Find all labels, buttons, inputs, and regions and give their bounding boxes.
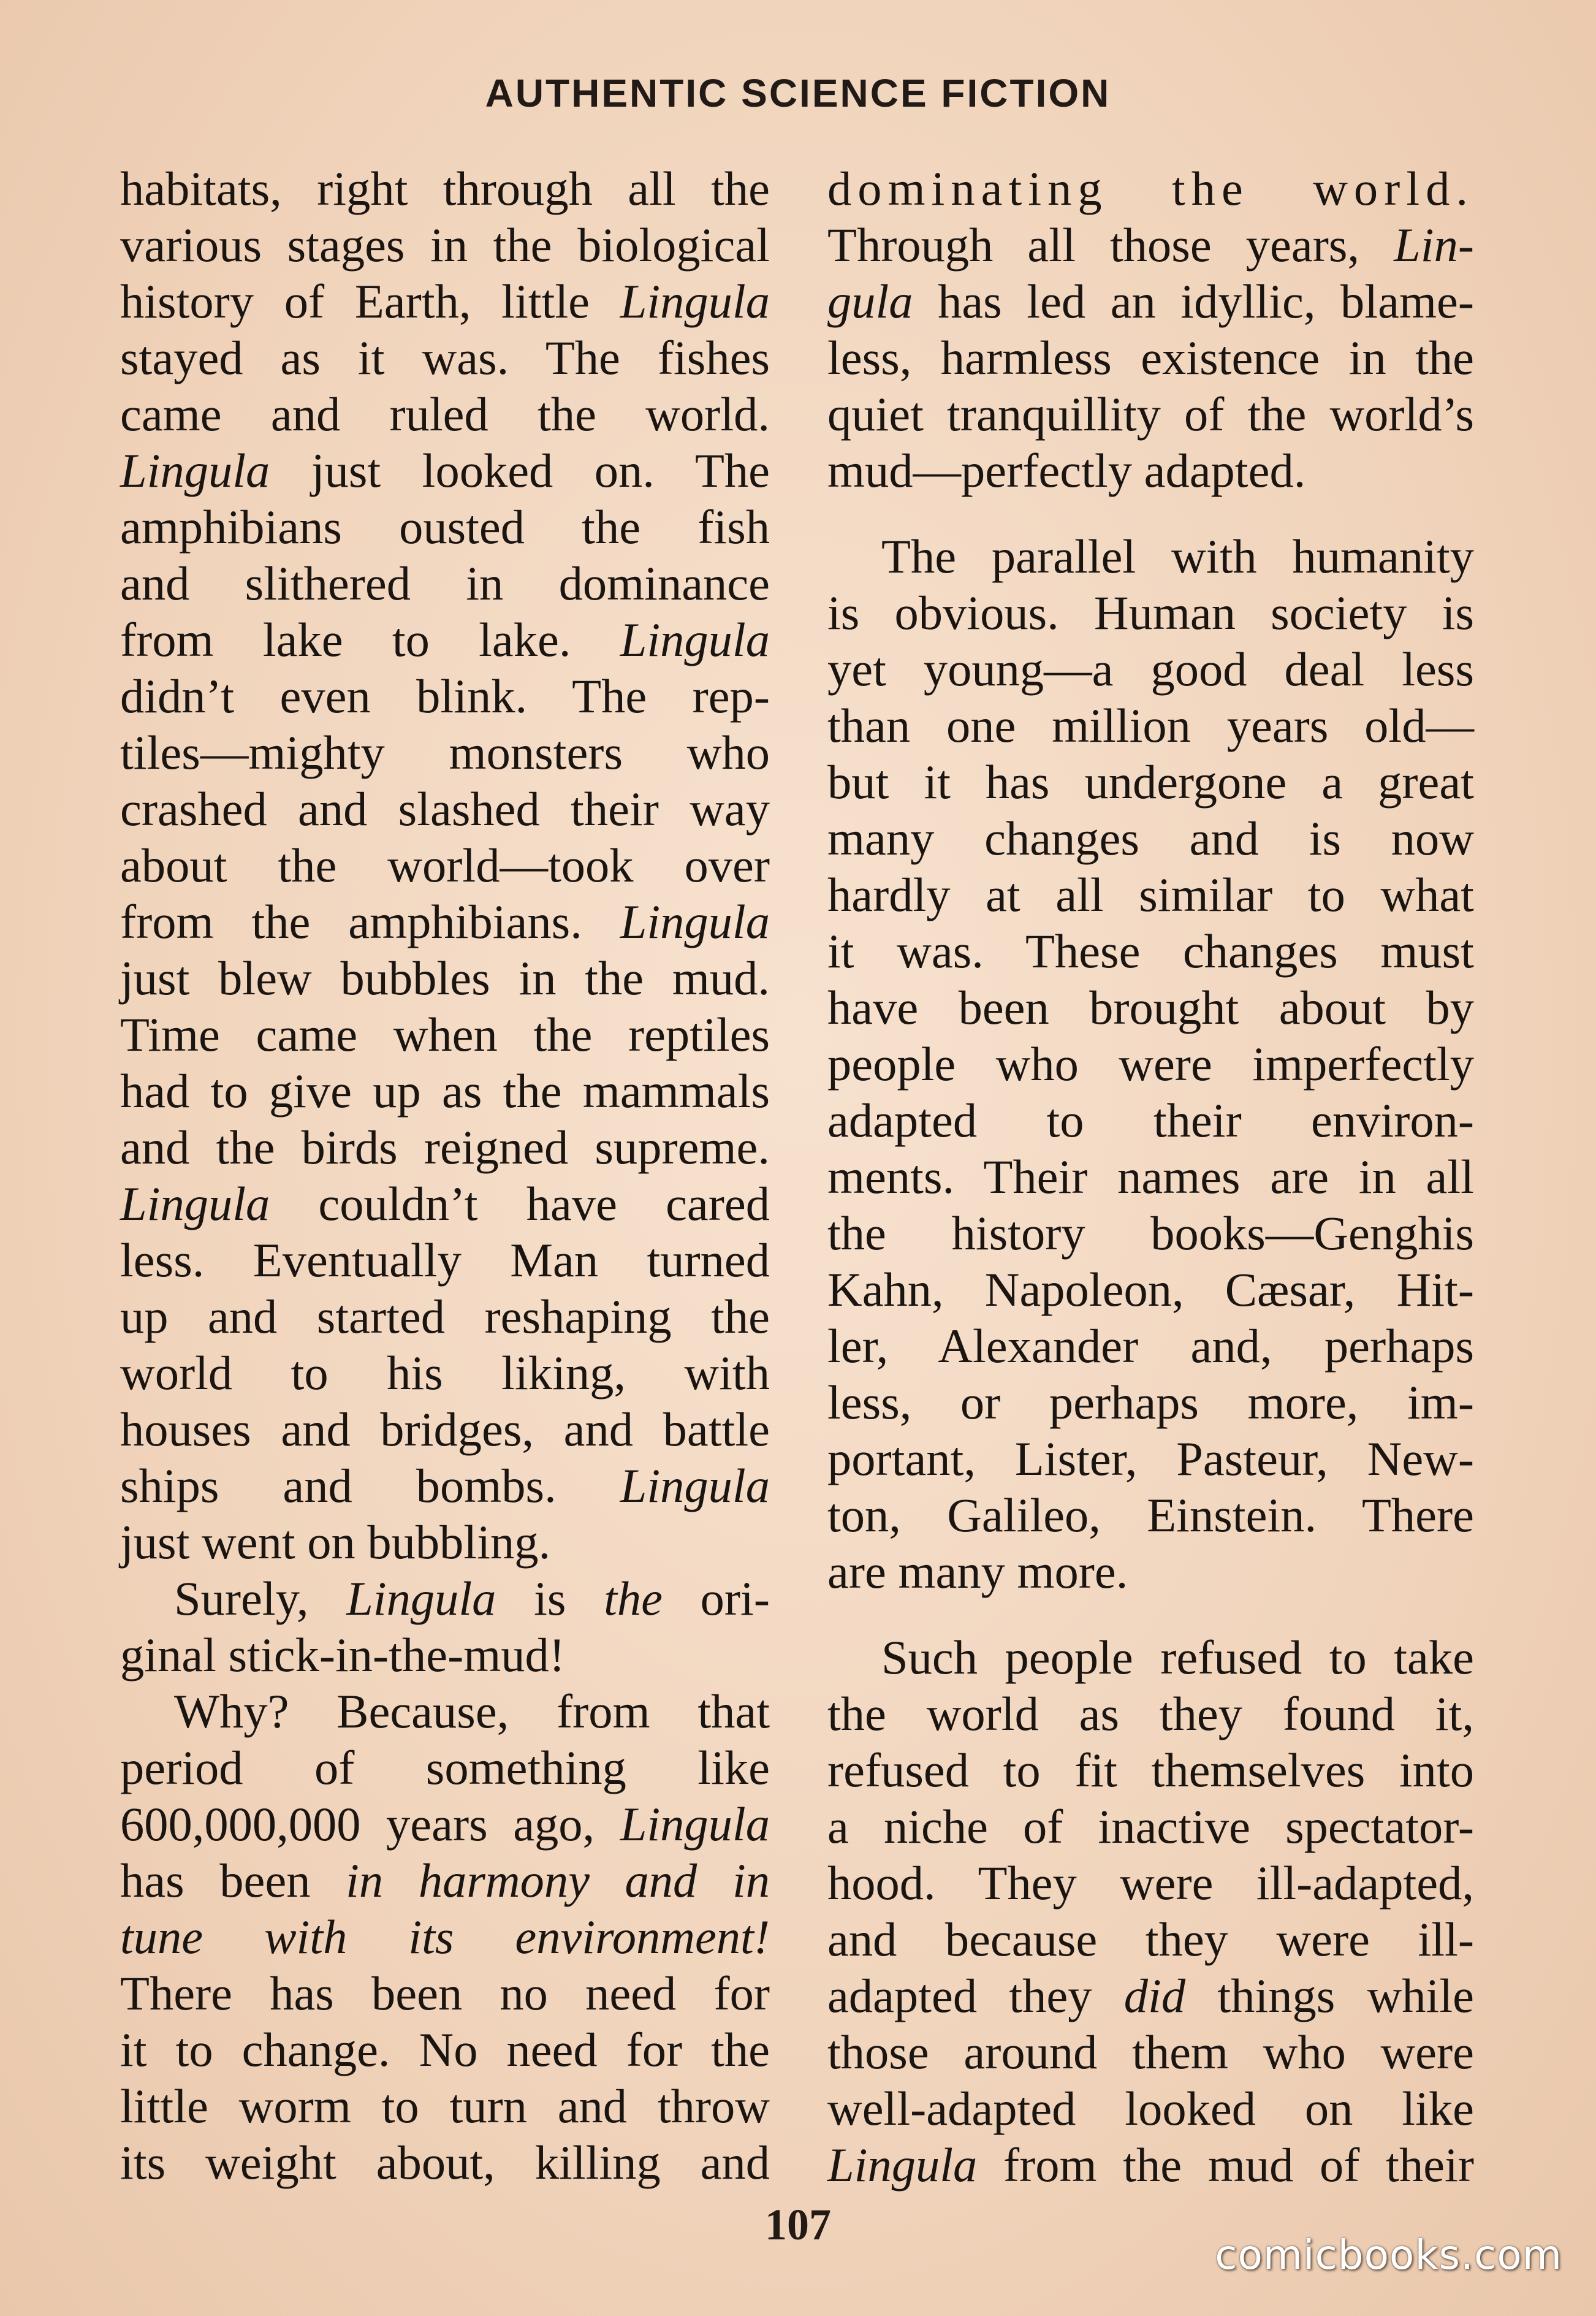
text-line: came and ruled the world.	[120, 387, 770, 441]
right-paragraph-2	[827, 528, 1474, 1600]
text-line: just went on bubbling.	[120, 1515, 551, 1569]
text-line: habitats, right through all the	[120, 162, 770, 215]
text-line: Lingula just looked on. The	[120, 444, 770, 497]
text-line: dominating the world.	[827, 162, 1474, 215]
text-line: crashed and slashed their way	[120, 782, 770, 836]
text-line: quiet tranquillity of the world’s	[827, 387, 1474, 441]
text-line: well-adapted looked on like	[827, 2082, 1474, 2135]
text-line: tiles—mighty monsters who	[120, 726, 770, 779]
text-line: ginal stick-in-the-mud!	[120, 1628, 565, 1682]
right-paragraph-3	[827, 1629, 1474, 2193]
text-line: The parallel with humanity	[881, 530, 1474, 583]
text-line: and the birds reigned supreme.	[120, 1121, 770, 1174]
text-line: from the amphibians. Lingula	[120, 895, 770, 948]
text-line: those around them who were	[827, 2025, 1474, 2079]
text-line: amphibians ousted the fish	[120, 500, 770, 554]
text-line: the world as they found it,	[827, 1687, 1474, 1740]
text-line: Surely, Lingula is the ori-	[174, 1572, 770, 1625]
text-line: it was. These changes must	[827, 924, 1474, 978]
right-paragraph-1	[827, 161, 1474, 499]
right-column	[827, 161, 1474, 2193]
text-line: Why? Because, from that	[174, 1685, 770, 1738]
text-line: hood. They were ill-adapted,	[827, 1856, 1474, 1910]
text-line: refused to fit themselves into	[827, 1743, 1474, 1797]
text-line: ships and bombs. Lingula	[120, 1459, 770, 1512]
text-line: than one million years old—	[827, 699, 1474, 752]
running-head: AUTHENTIC SCIENCE FICTION	[485, 71, 1111, 115]
text-line: and because they were ill-	[827, 1913, 1474, 1966]
text-line: Lingula couldn’t have cared	[120, 1177, 770, 1230]
left-column	[120, 161, 770, 2191]
text-line: Kahn, Napoleon, Cæsar, Hit-	[827, 1263, 1474, 1316]
text-line: world to his liking, with	[120, 1346, 770, 1400]
text-line: portant, Lister, Pasteur, New-	[827, 1432, 1474, 1485]
text-line: hardly at all similar to what	[827, 868, 1474, 921]
text-line: less. Eventually Man turned	[120, 1233, 770, 1287]
text-line: less, harmless existence in the	[827, 331, 1474, 384]
left-paragraph-3	[120, 1683, 770, 2191]
text-line: didn’t even blink. The rep-	[120, 669, 770, 723]
text-line: a niche of inactive spectator-	[827, 1800, 1474, 1853]
text-line: ler, Alexander and, perhaps	[827, 1319, 1474, 1373]
text-line: but it has undergone a great	[827, 755, 1474, 809]
text-line: has been in harmony and in	[120, 1854, 770, 1907]
text-line: up and started reshaping the	[120, 1290, 770, 1343]
text-line: adapted they did things while	[827, 1969, 1474, 2022]
text-line: period of something like	[120, 1741, 770, 1794]
left-paragraph-1	[120, 161, 770, 1571]
text-line: Lingula from the mud of their	[827, 2138, 1474, 2192]
text-line: many changes and is now	[827, 812, 1474, 865]
left-paragraph-2	[120, 1571, 770, 1683]
text-line: from lake to lake. Lingula	[120, 613, 770, 666]
text-line: ments. Their names are in all	[827, 1150, 1474, 1203]
text-line: tune with its environment!	[120, 1910, 770, 1964]
text-line: gula has led an idyllic, blame-	[827, 275, 1474, 328]
text-line: history of Earth, little Lingula	[120, 275, 770, 328]
page-number: 107	[765, 2200, 831, 2249]
text-line: the history books—Genghis	[827, 1206, 1474, 1260]
text-line: its weight about, killing and	[120, 2136, 770, 2189]
text-line: people who were imperfectly	[827, 1037, 1474, 1091]
text-line: Through all those years, Lin-	[827, 218, 1474, 272]
watermark-logo: comicbooks.com	[1215, 2231, 1562, 2279]
text-line: are many more.	[827, 1545, 1128, 1598]
text-line: various stages in the biological	[120, 218, 770, 272]
text-line: had to give up as the mammals	[120, 1064, 770, 1118]
text-line: have been brought about by	[827, 981, 1474, 1034]
text-line: adapted to their environ-	[827, 1094, 1474, 1147]
text-line: little worm to turn and throw	[120, 2079, 770, 2133]
text-line: houses and bridges, and battle	[120, 1403, 770, 1456]
text-line: 600,000,000 years ago, Lingula	[120, 1797, 770, 1851]
text-line: and slithered in dominance	[120, 557, 770, 610]
text-line: ton, Galileo, Einstein. There	[827, 1488, 1474, 1542]
text-line: is obvious. Human society is	[827, 586, 1474, 639]
text-line: There has been no need for	[120, 1967, 770, 2020]
text-line: mud—perfectly adapted.	[827, 444, 1306, 497]
text-line: stayed as it was. The fishes	[120, 331, 770, 384]
text-line: Time came when the reptiles	[120, 1008, 770, 1061]
text-line: Such people refused to take	[881, 1631, 1474, 1684]
text-line: about the world—took over	[120, 839, 770, 892]
text-line: just blew bubbles in the mud.	[120, 951, 770, 1005]
text-line: less, or perhaps more, im-	[827, 1376, 1474, 1429]
text-line: yet young—a good deal less	[827, 642, 1474, 696]
text-line: it to change. No need for the	[120, 2023, 770, 2076]
